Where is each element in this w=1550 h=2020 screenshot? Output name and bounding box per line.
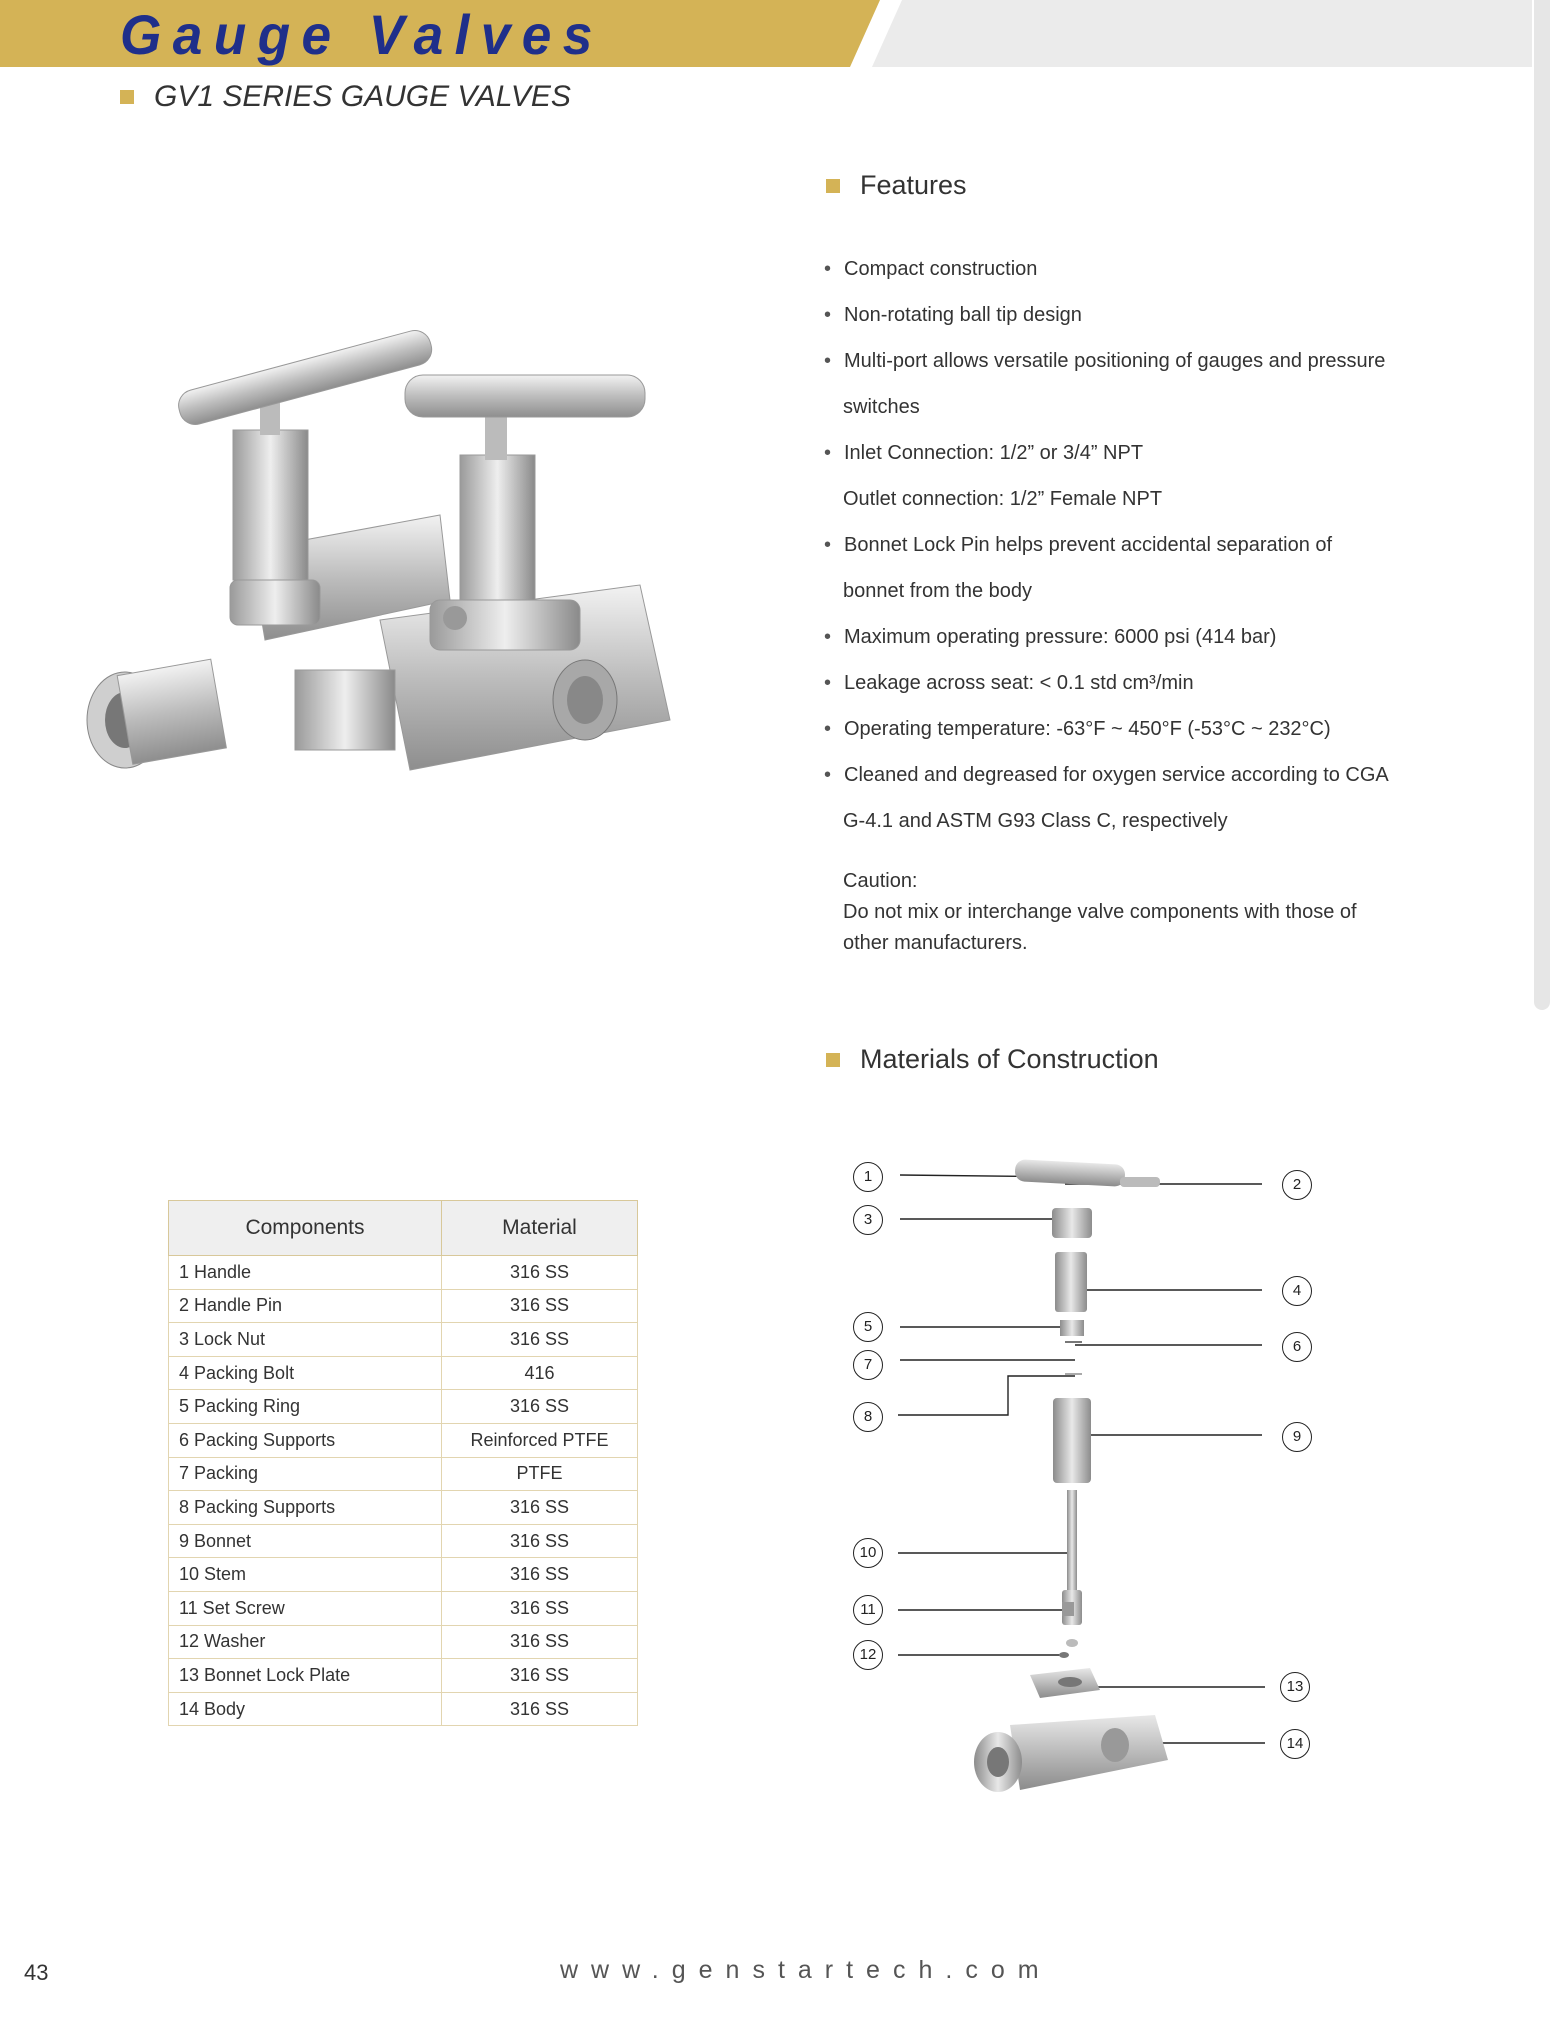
material-cell: 316 SS [442,1323,638,1357]
bullet-square-icon [826,179,840,193]
callout-1: 1 [853,1162,883,1192]
bullet-square-icon [826,1053,840,1067]
table-row [169,1524,638,1558]
material-cell: PTFE [442,1457,638,1491]
callout-6: 6 [1282,1332,1312,1362]
material-cell: 316 SS [442,1558,638,1592]
feature-item: • Operating temperature: -63°F ~ 450°F (-53°C ~ 232°C) [824,706,1424,752]
feature-item-continuation: bonnet from the body [843,580,1033,602]
callout-13: 13 [1280,1672,1310,1702]
component-cell: 5 Packing Ring [169,1390,442,1424]
header-gray-band [872,0,1532,67]
caution-title: Caution: [843,870,918,892]
material-cell: Reinforced PTFE [442,1423,638,1457]
feature-item-continuation: G-4.1 and ASTM G93 Class C, respectively [843,810,1228,832]
product-image [80,300,760,800]
feature-item: • Maximum operating pressure: 6000 psi (414 bar) [824,614,1424,660]
page-edge-shadow [1534,0,1550,1010]
footer-url: www.genstartech.com [560,1956,1052,1984]
component-cell: 14 Body [169,1692,442,1726]
features-title [826,170,967,201]
callout-12: 12 [853,1640,883,1670]
column-header: Material [442,1201,638,1256]
series-title [120,80,571,114]
table-row [169,1591,638,1625]
callout-4: 4 [1282,1276,1312,1306]
feature-item: • Multi-port allows versatile positioning of gauges and pressure [824,338,1424,384]
material-cell: 316 SS [442,1625,638,1659]
feature-item: • Cleaned and degreased for oxygen service according to CGA [824,752,1424,798]
component-cell: 12 Washer [169,1625,442,1659]
caution-note [843,866,1403,959]
table-header-row [169,1201,638,1256]
caution-line: Do not mix or interchange valve components with those of [843,901,1357,923]
component-cell: 13 Bonnet Lock Plate [169,1659,442,1693]
callout-7: 7 [853,1350,883,1380]
table-row [169,1356,638,1390]
table-row [169,1323,638,1357]
material-cell: 316 SS [442,1524,638,1558]
material-cell: 316 SS [442,1692,638,1726]
table-row [169,1659,638,1693]
table-row [169,1625,638,1659]
component-cell: 2 Handle Pin [169,1289,442,1323]
feature-item: • Leakage across seat: < 0.1 std cm³/min [824,660,1424,706]
materials-table [168,1200,638,1726]
table-row [169,1692,638,1726]
feature-item: • Non-rotating ball tip design [824,292,1424,338]
table-row [169,1256,638,1290]
component-cell: 8 Packing Supports [169,1491,442,1525]
materials-title-text: Materials of Construction [860,1044,1159,1074]
series-title-text: GV1 SERIES GAUGE VALVES [154,80,571,113]
material-cell: 316 SS [442,1390,638,1424]
material-cell: 316 SS [442,1659,638,1693]
column-header: Components [169,1201,442,1256]
callout-2: 2 [1282,1170,1312,1200]
exploded-diagram [850,1140,1310,1820]
bullet-square-icon [120,90,134,104]
component-cell: 6 Packing Supports [169,1423,442,1457]
material-cell: 316 SS [442,1256,638,1290]
feature-item: • Compact construction [824,246,1424,292]
page-title: Gauge Valves [120,3,604,66]
table-row [169,1491,638,1525]
material-cell: 416 [442,1356,638,1390]
callout-8: 8 [853,1402,883,1432]
features-title-text: Features [860,170,967,200]
feature-item: • Inlet Connection: 1/2” or 3/4” NPT [824,430,1424,476]
feature-item-continuation: switches [843,396,920,418]
component-cell: 11 Set Screw [169,1591,442,1625]
callout-11: 11 [853,1595,883,1625]
material-cell: 316 SS [442,1289,638,1323]
table-row [169,1390,638,1424]
component-cell: 3 Lock Nut [169,1323,442,1357]
table-row [169,1289,638,1323]
callout-14: 14 [1280,1729,1310,1759]
material-cell: 316 SS [442,1591,638,1625]
table-row [169,1457,638,1491]
component-cell: 4 Packing Bolt [169,1356,442,1390]
feature-item: • Bonnet Lock Pin helps prevent accidental separation of [824,522,1424,568]
callout-3: 3 [853,1205,883,1235]
component-cell: 10 Stem [169,1558,442,1592]
feature-item-continuation: Outlet connection: 1/2” Female NPT [843,488,1163,510]
callout-9: 9 [1282,1422,1312,1452]
materials-title [826,1044,1159,1075]
table-row [169,1558,638,1592]
features-list [824,246,1424,844]
callout-10: 10 [853,1538,883,1568]
component-cell: 9 Bonnet [169,1524,442,1558]
component-cell: 7 Packing [169,1457,442,1491]
caution-line: other manufacturers. [843,932,1028,954]
callout-5: 5 [853,1312,883,1342]
table-row [169,1423,638,1457]
page-number: 43 [24,1960,49,1985]
component-cell: 1 Handle [169,1256,442,1290]
material-cell: 316 SS [442,1491,638,1525]
